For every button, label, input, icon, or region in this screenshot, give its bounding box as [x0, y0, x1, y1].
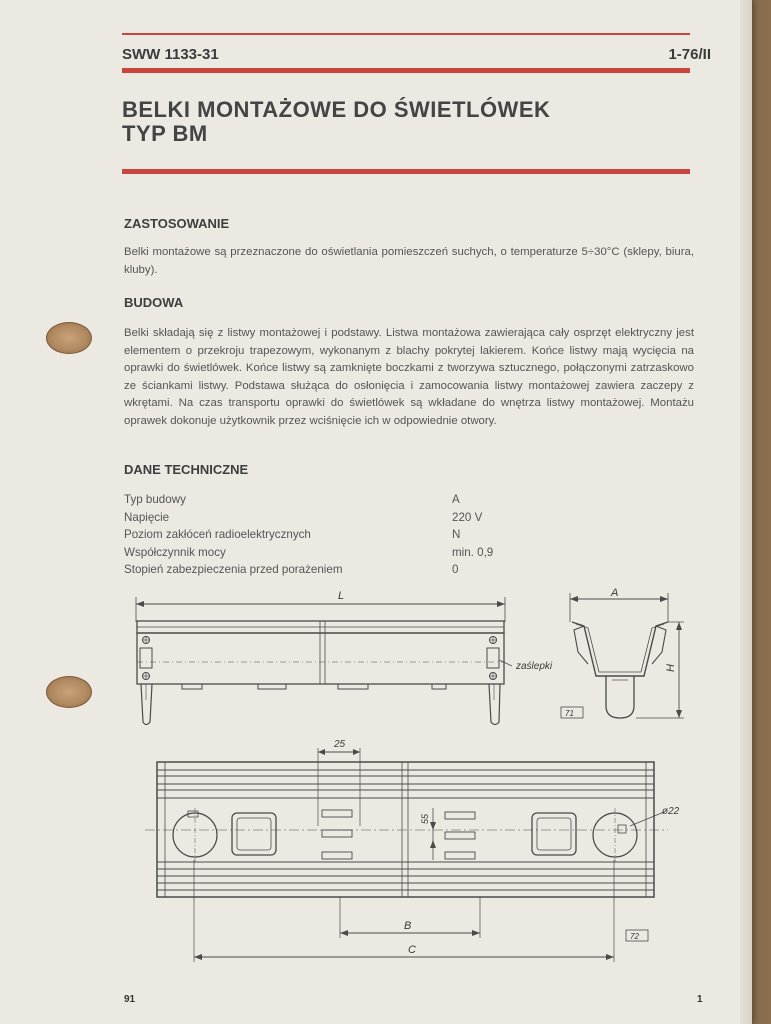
- dim-label-C: C: [408, 944, 416, 956]
- page-number-right: 1: [697, 994, 703, 1005]
- dim-label-A: A: [611, 587, 619, 599]
- sheet-ref: 1-76/II: [668, 46, 711, 63]
- label-zaslepki: zaślepki: [516, 661, 553, 672]
- side-view-drawing: [136, 590, 553, 725]
- top-view-drawing: [145, 739, 680, 962]
- paragraph-budowa: Belki składają się z listwy montażowej i podstawy. Listwa montażowa zawierająca cały osprzęt elektryczny jest elementem o przekroju trapezowym, wykonanym z blachy pokrytej lakierem. Końce listwy mają wycięcia na oprawki do świetlówek. Końce listwy są zamknięte boczkami z tworzywa sztucznego, połączonymi zatrzaskowo ze ściankami listwy. Podstawa służąca do osłonięcia i zamocowania listwy montażowej zawiera zaczepy z wkrętami. Na czas transportu oprawki do świetlówek są wkładane do wnętrza listwy montażowej. Montażu oprawek dokonuje użytkownik przez wciśnięcie ich w odpowiednie otwory.: [124, 327, 694, 427]
- title-line-2: TYP BM: [122, 121, 208, 146]
- spec-label: Typ budowy: [124, 493, 186, 506]
- dim-label-B: B: [404, 920, 412, 932]
- spec-label: Napięcie: [124, 510, 170, 524]
- cross-section-drawing: [561, 587, 684, 718]
- spec-label: Stopień zabezpieczenia przed porażeniem: [124, 563, 343, 576]
- dim-label-55: 55: [420, 813, 430, 824]
- section-heading-budowa: BUDOWA: [124, 295, 184, 310]
- title-line-1: BELKI MONTAŻOWE DO ŚWIETLÓWEK: [122, 97, 551, 122]
- paragraph-zastosowanie: Belki montażowe są przeznaczone do oświetlania pomieszczeń suchych, o temperaturze 5÷30°C (sklepy, biura, kluby).: [124, 246, 694, 276]
- spec-label: Poziom zakłóceń radioelektrycznych: [124, 528, 311, 541]
- spec-value: 220 V: [452, 510, 483, 524]
- figure-number-71: 71: [565, 709, 574, 718]
- spec-value: 0: [452, 563, 459, 576]
- spec-value: min. 0,9: [452, 545, 494, 559]
- dim-label-25: 25: [334, 739, 346, 750]
- doc-code: SWW 1133-31: [122, 46, 219, 63]
- dim-label-L: L: [338, 590, 345, 602]
- figure-number-72: 72: [630, 932, 639, 941]
- page-number-left: 91: [124, 994, 136, 1005]
- dim-label-phi22: ø22: [662, 806, 680, 817]
- spec-value: A: [452, 493, 460, 506]
- spec-label: Współczynnik mocy: [124, 545, 226, 559]
- section-heading-dane: DANE TECHNICZNE: [124, 462, 249, 477]
- spec-value: N: [452, 528, 461, 541]
- section-heading-zastosowanie: ZASTOSOWANIE: [124, 216, 230, 231]
- dim-label-H: H: [665, 664, 677, 672]
